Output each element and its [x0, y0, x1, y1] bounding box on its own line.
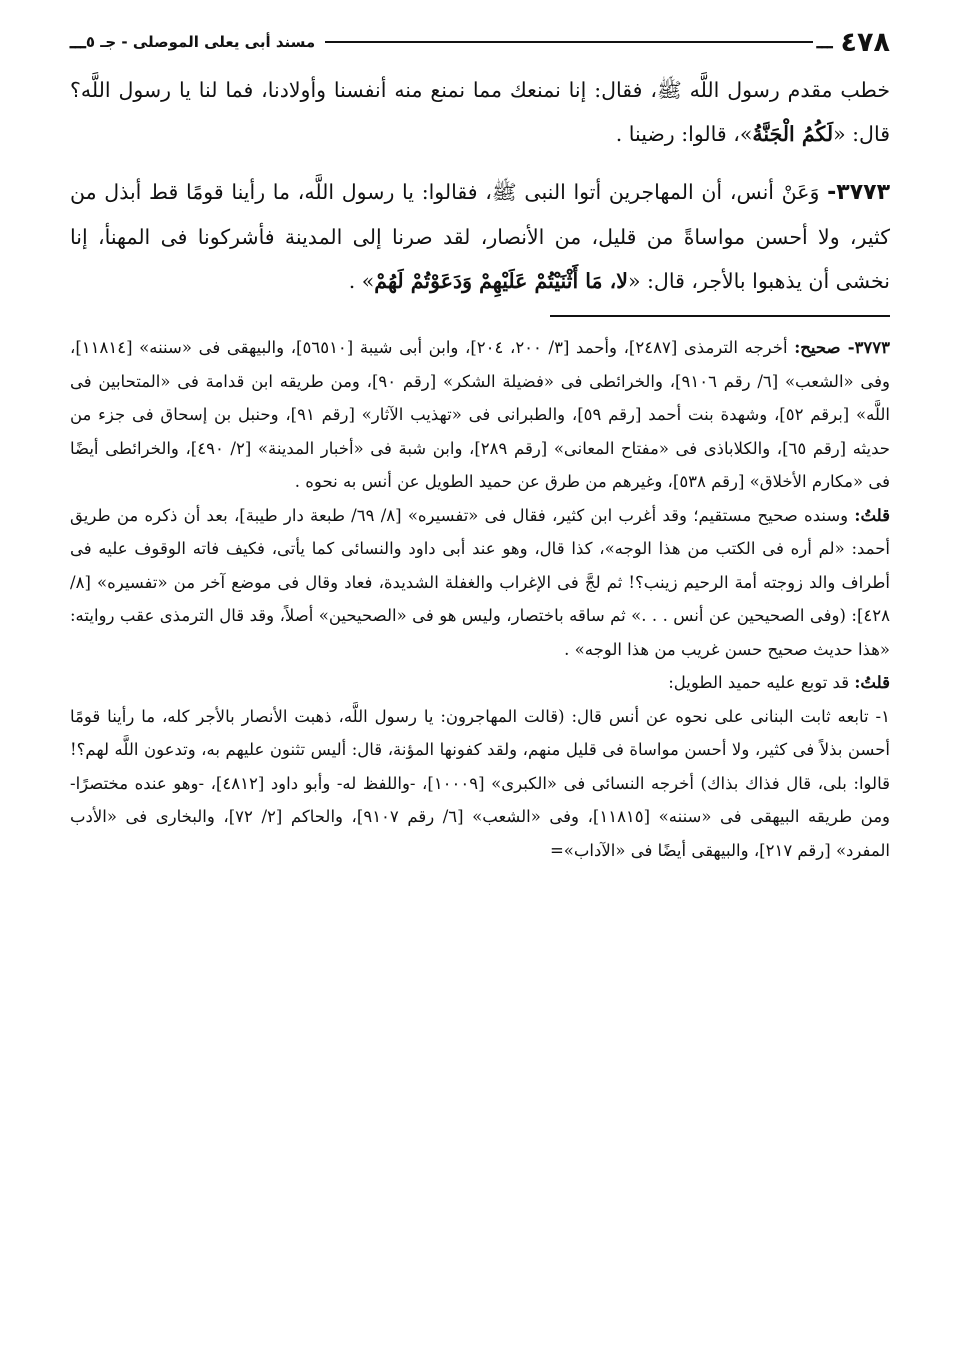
takhrij-heading: ٣٧٧٣- صحيح: [794, 338, 890, 357]
qult-label-2: قلتُ: [854, 673, 890, 692]
main-text [70, 68, 890, 303]
footnote-separator [550, 315, 890, 317]
takhrij-text: أخرجه الترمذى [٢٤٨٧]، وأحمد [٣/ ٢٠٠، ٢٠٤]، وابن أبى شيبة [٥٦٥١٠]، والبيهقى فى «سننه» [١١٨١٤]، وفى «الشعب» [٦/ رقم ٩١٠٦]، والخرائطى فى «فضيلة الشكر» [رقم ٩٠]، ومن طريقه ابن قدامة فى «المتحابين فى اللَّه» [برقم ٥٢]، وشهدة بنت أحمد [رقم ٥٩]، والطبرانى فى «تهذيب الآثار» [رقم ٩١]، وحنبل بن إسحاق فى جزء من حديثه [رقم ٦٥]، والكلاباذى فى «مفتاح المعانى» [رقم ٢٨٩]، وابن شبة فى «أخبار المدينة» [٢/ ٤٩٠]، والخرائطى أيضًا فى «مكارم الأخلاق» [رقم ٥٣٨]، وغيرهم من طرق عن حميد الطويل عن أنس به نحوه . [70, 338, 891, 491]
hadith-quote: لا، مَا أَثْنَيْتُمْ عَلَيْهِمْ وَدَعَوْتُمْ لَهُمْ [374, 269, 628, 293]
qult-text-1: وسنده صحيح مستقيم؛ وقد أغرب ابن كثير، فقال فى «تفسيره» [٨/ ٦٩/ طبعة دار طيبة]، بعد أن ذكره من طريق أحمد: «لم أره فى الكتب من هذا الوجه»، كذا قال، وهو عند أبى داود والنسائى كما يأتى، فكيف فاته الوقوف عليه فى أطراف والد زوجته أمة الرحيم زينب؟! ثم لجَّ فى الإغراب والغفلة الشديدة، فعاد وقال فى موضع آخر من «تفسيره» [٨/ ٤٢٨]: (وفى الصحيحين عن أنس . . .» ثم ساقه باختصار، وليس هو فى «الصحيحين» أصلاً، وقد قال الترمذى عقب روايته: «هذا حديث صحيح حسن غريب من هذا الوجه» . [70, 505, 890, 659]
hadith-paragraph [70, 170, 890, 303]
page [70, 22, 890, 867]
qult-label-1: قلتُ: [854, 505, 891, 525]
qult-paragraph-2 [70, 666, 890, 700]
para1-text: خطب مقدم رسول اللَّه ﷺ، فقال: إنا نمنعك مما نمنع منه أنفسنا وأولادنا، فما لنا يا رسول اللَّه؟ قال: « [70, 78, 890, 146]
main-paragraph-1 [70, 68, 890, 156]
qult-paragraph-1 [70, 499, 890, 667]
footnotes [70, 331, 890, 867]
para1-end: »، قالوا: رضينا . [615, 122, 753, 146]
hadith-end: » . [348, 269, 375, 293]
header-dash-left: ـــ [816, 31, 833, 53]
book-title: مسند أبى يعلى الموصلى - جـ ٥ [85, 33, 316, 51]
hadith-number: ٣٧٧٣- [827, 180, 890, 205]
qult-text-2: قد توبع عليه حميد الطويل: [668, 673, 855, 692]
hadith-text: وَعَنْ أنس، أن المهاجرين أتوا النبى ﷺ، فقالوا: يا رسول اللَّه، ما رأينا قومًا قط أبذل من كثير، ولا أحسن مواساةً من قليل، من الأنصار، لقد صرنا إلى المدينة فأشركونا فى المهنأ، إنا نخشى أن يذهبوا بالأجر، قال: « [70, 180, 890, 293]
page-header [70, 22, 890, 62]
header-rule [325, 41, 813, 43]
follow-up-item-1: ١- تابعه ثابت البنانى على نحوه عن أنس قال: (قالت المهاجرون: يا رسول اللَّه، ذهبت الأنصار بالأجر كله، ما رأينا قومًا أحسن بذلاً فى كثير، ولا أحسن مواساة فى قليل منهم، ولقد كفونها المؤنة، قال: أليس تثنون عليهم به، وتدعون اللَّه لهم؟! قالوا: بلى، قال فذاك بذاك) أخرجه النسائى فى «الكبرى» [١٠٠٠٩]، -واللفظ له- وأبو داود [٤٨١٢]، -وهو عنده مختصرًا- ومن طريقه البيهقى فى «سننه» [١١٨١٥]، وفى «الشعب» [٦/ رقم ٩١٠٧]، والحاكم [٢/ ٧٢]، والبخارى فى «الأدب المفرد» [رقم ٢١٧]، والبيهقى أيضًا فى «الآداب»= [70, 706, 890, 860]
para1-quote: لَكُمُ الْجَنَّةُ [752, 122, 834, 146]
header-dash-right: ـــ [70, 31, 86, 53]
page-number: ٤٧٨ [840, 26, 890, 58]
takhrij-paragraph [70, 331, 890, 499]
